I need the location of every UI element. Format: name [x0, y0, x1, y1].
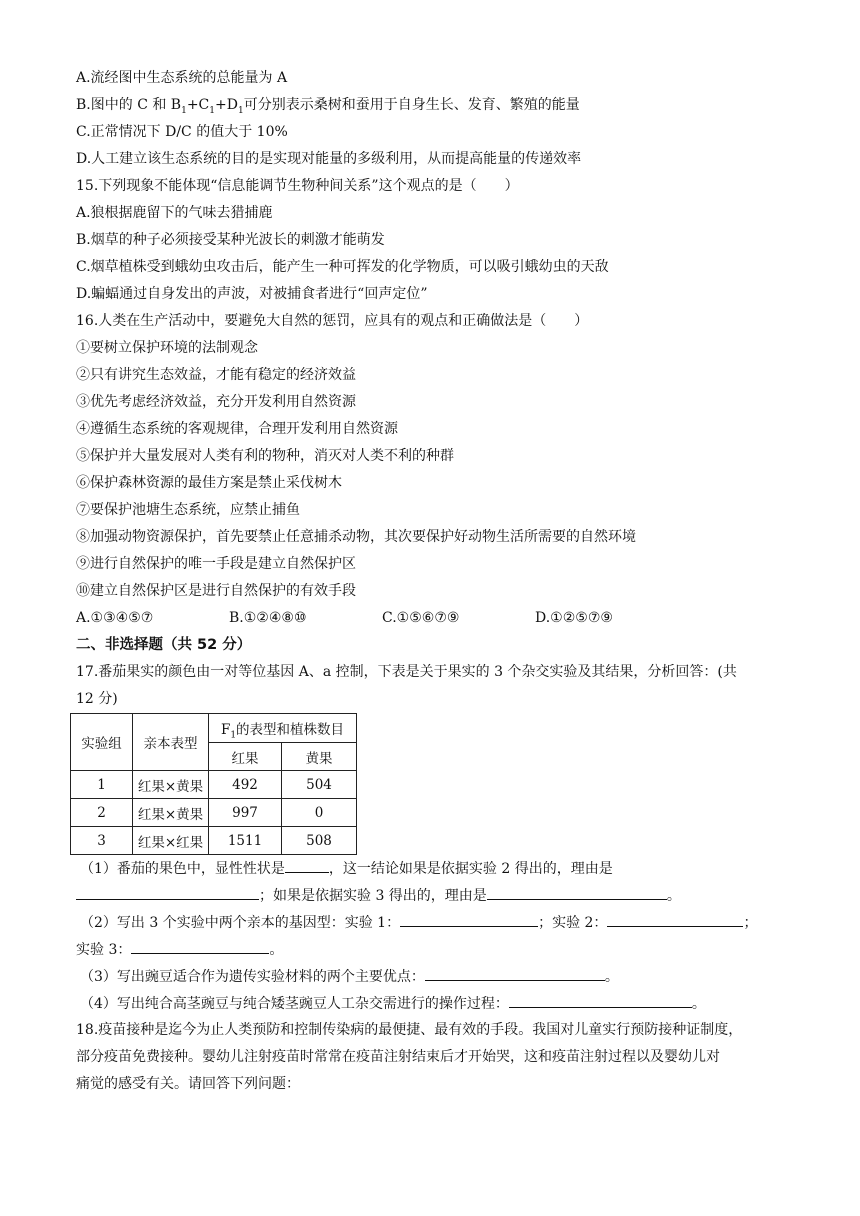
answer-blank[interactable]	[487, 885, 667, 900]
answer-blank[interactable]	[131, 939, 269, 954]
answer-blank[interactable]	[607, 912, 743, 927]
q16-item: ③优先考虑经济效益，充分开发利用自然资源	[76, 394, 356, 410]
table-cell: 3	[71, 827, 133, 855]
subscript: 1	[209, 105, 216, 116]
q17-part2-text: ；实验 2：	[538, 915, 608, 931]
q17-part2-text: （2）写出 3 个实验中两个亲本的基因型：实验 1：	[80, 915, 401, 931]
q17-part3-text: （3）写出豌豆适合作为遗传实验材料的两个主要优点：	[80, 969, 425, 985]
q16-item: ①要树立保护环境的法制观念	[76, 340, 258, 356]
table-header-red: 红果	[209, 743, 282, 771]
subscript: 1	[181, 105, 187, 116]
q16-item: ⑥保护森林资源的最佳方案是禁止采伐树木	[76, 475, 342, 491]
table-header-group: 实验组	[71, 714, 133, 771]
q17-part4-text: （4）写出纯合高茎豌豆与纯合矮茎豌豆人工杂交需进行的操作过程：	[80, 996, 509, 1012]
q17-part1-text: ；如果是依据实验 3 得出的，理由是	[259, 888, 487, 904]
answer-blank[interactable]	[285, 858, 329, 873]
q18-stem-cont: 部分疫苗免费接种。婴幼儿注射疫苗时常常在疫苗注射结束后才开始哭，这和疫苗注射过程以及婴幼儿对	[76, 1049, 720, 1065]
q17-part3	[80, 966, 619, 987]
q17-part2-text: 。	[269, 942, 284, 958]
q17-stem: 17.番茄果实的颜色由一对等位基因 A、a 控制，下表是关于果实的 3 个杂交实验及其结果，分析回答：(共	[76, 664, 737, 680]
q17-part2-cont	[76, 939, 283, 960]
table-header-yellow: 黄果	[282, 743, 357, 771]
q15-option-b: B.烟草的种子必须接受某种光波长的刺激才能萌发	[76, 232, 385, 248]
q16-item: ⑤保护并大量发展对人类有利的物种，消灭对人类不利的种群	[76, 448, 454, 464]
q16-stem: 16.人类在生产活动中，要避免大自然的惩罚，应具有的观点和正确做法是（ ）	[76, 313, 589, 329]
table-cell: 红果×红果	[133, 827, 209, 855]
answer-blank[interactable]	[509, 993, 692, 1008]
q16-item: ⑩建立自然保护区是进行自然保护的有效手段	[76, 583, 356, 599]
table-cell: 997	[209, 799, 282, 827]
q17-part1-text: 。	[666, 888, 681, 904]
q15-option-c: C.烟草植株受到蛾幼虫攻击后，能产生一种可挥发的化学物质，可以吸引蛾幼虫的天敌	[76, 259, 609, 275]
q16-item: ⑧加强动物资源保护，首先要禁止任意捕杀动物，其次要保护好动物生活所需要的自然环境	[76, 529, 636, 545]
q16-item: ②只有讲究生态效益，才能有稳定的经济效益	[76, 367, 356, 383]
q17-part2	[80, 912, 757, 933]
q16-item: ④遵循生态系统的客观规律，合理开发利用自然资源	[76, 421, 398, 437]
q17-stem-cont: 12 分)	[76, 691, 118, 707]
table-cell: 1	[71, 771, 133, 799]
q14-option-b-text: 可分别表示桑树和蚕用于自身生长、发育、繁殖的能量	[243, 97, 580, 113]
q16-item: ⑦要保护池塘生态系统，应禁止捕鱼	[76, 502, 300, 518]
answer-blank[interactable]	[400, 912, 538, 927]
q17-part4-text: 。	[691, 996, 706, 1012]
subscript: 1	[237, 105, 244, 116]
subscript: 1	[230, 730, 237, 741]
q14-option-b	[76, 95, 580, 115]
q17-table	[70, 713, 357, 855]
q16-item: ⑨进行自然保护的唯一手段是建立自然保护区	[76, 556, 356, 572]
table-row	[71, 799, 357, 827]
section-title: 二、非选择题（共 52 分）	[76, 637, 252, 653]
q14-option-b-text: +C	[186, 97, 210, 113]
q18-stem-cont: 痛觉的感受有关。请回答下列问题：	[76, 1076, 300, 1092]
table-row	[71, 827, 357, 855]
q18-stem: 18.疫苗接种是迄今为止人类预防和控制传染病的最便捷、最有效的手段。我国对儿童实行预防接种证制度，	[76, 1022, 743, 1038]
table-cell: 492	[209, 771, 282, 799]
q16-option-b: B.①②④⑧⑩	[229, 610, 307, 626]
q14-option-c: C.正常情况下 D/C 的值大于 10%	[76, 124, 288, 140]
q17-part1-cont	[76, 885, 681, 906]
q16-option-d: D.①②⑤⑦⑨	[535, 610, 613, 626]
table-header-f1-text: F	[220, 722, 231, 738]
table-cell: 0	[282, 799, 357, 827]
q17-part1-text: （1）番茄的果色中，显性性状是	[80, 861, 285, 877]
q17-part1-text: ，这一结论如果是依据实验 2 得出的，理由是	[328, 861, 613, 877]
q15-option-d: D.蝙蝠通过自身发出的声波，对被捕食者进行“回声定位”	[76, 286, 428, 302]
q14-option-b-text: +D	[215, 97, 238, 113]
q17-part2-text: ；	[743, 915, 758, 931]
answer-blank[interactable]	[425, 966, 605, 981]
table-cell: 红果×黄果	[133, 799, 209, 827]
table-header-parent: 亲本表型	[133, 714, 209, 771]
table-header-f1	[209, 714, 357, 743]
q14-option-b-text: B.图中的 C 和 B	[76, 97, 182, 113]
q15-option-a: A.狼根据鹿留下的气味去猎捕鹿	[76, 205, 273, 221]
q16-option-a: A.①③④⑤⑦	[76, 610, 154, 626]
table-row	[71, 771, 357, 799]
q17-part2-text: 实验 3：	[76, 942, 132, 958]
q14-option-a: A.流经图中生态系统的总能量为 A	[76, 70, 288, 86]
q17-part4	[80, 993, 706, 1014]
q16-option-c: C.①⑤⑥⑦⑨	[382, 610, 460, 626]
q14-option-d: D.人工建立该生态系统的目的是实现对能量的多级利用，从而提高能量的传递效率	[76, 151, 582, 167]
table-cell: 504	[282, 771, 357, 799]
table-cell: 508	[282, 827, 357, 855]
q17-part3-text: 。	[604, 969, 619, 985]
q15-stem: 15.下列现象不能体现“信息能调节生物种间关系”这个观点的是（ ）	[76, 178, 519, 194]
table-cell: 2	[71, 799, 133, 827]
q17-part1	[80, 858, 613, 879]
answer-blank[interactable]	[76, 885, 259, 900]
table-header-f1-text: 的表型和植株数目	[236, 722, 345, 738]
table-cell: 1511	[209, 827, 282, 855]
table-cell: 红果×黄果	[133, 771, 209, 799]
